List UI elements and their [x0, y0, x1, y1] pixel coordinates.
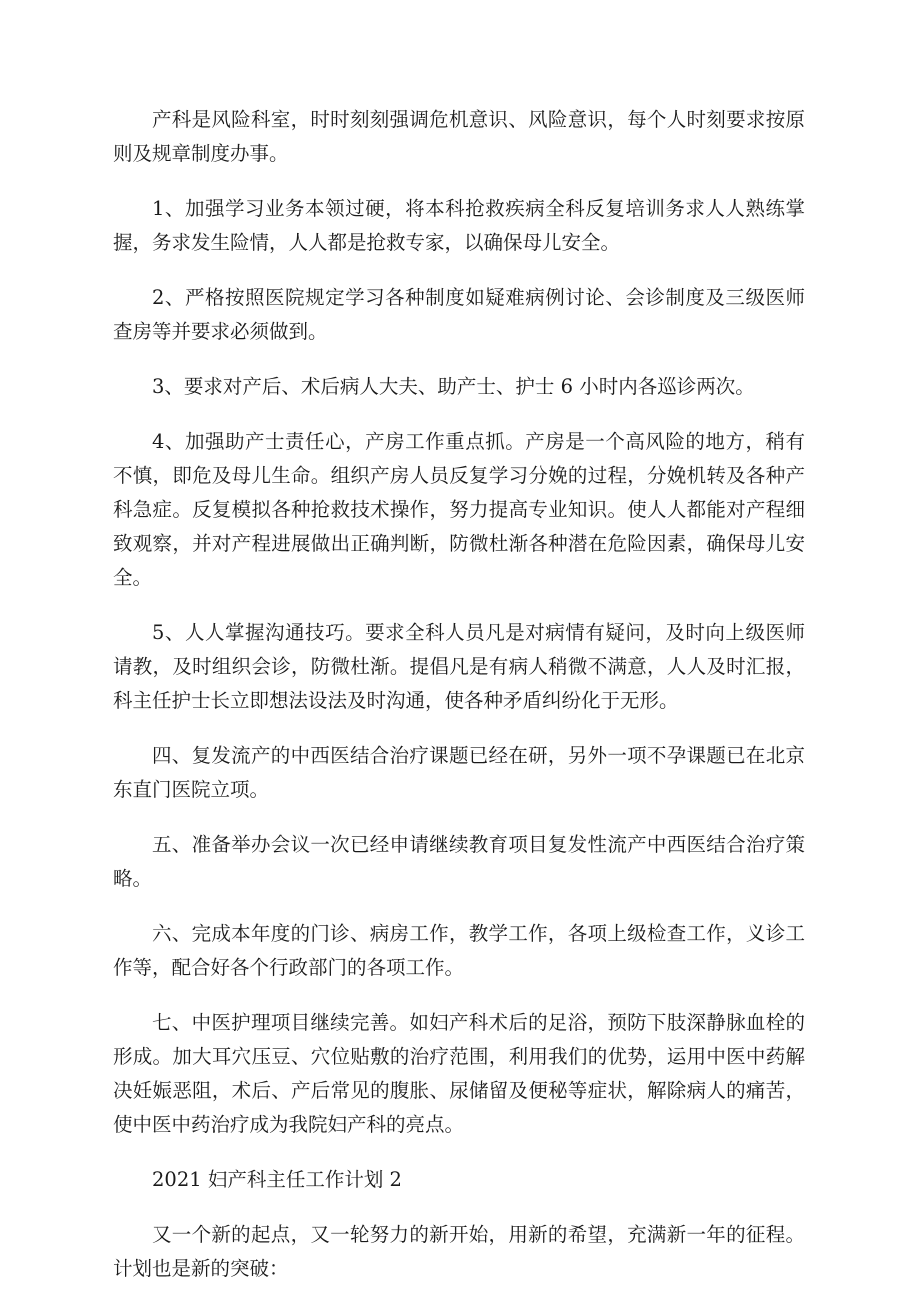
paragraph-section-6: 六、完成本年度的门诊、病房工作，教学工作，各项上级检查工作，义诊工作等，配合好各个行政部门的各项工作。	[113, 922, 805, 979]
document-body	[113, 103, 805, 1307]
paragraph-item-4: 4、加强助产士责任心，产房工作重点抓。产房是一个高风险的地方，稍有不慎，即危及母儿生命。组织产房人员反复学习分娩的过程，分娩机转及各种产科急症。反复模拟各种抢救技术操作，努力提高专业知识。使人人都能对产程细致观察，并对产程进展做出正确判断，防微杜渐各种潜在危险因素，确保母儿安全。	[113, 430, 805, 589]
paragraph-section-7: 七、中医护理项目继续完善。如妇产科术后的足浴，预防下肢深静脉血栓的形成。加大耳穴压豆、穴位贴敷的治疗范围，利用我们的优势，运用中医中药解决妊娠恶阻，术后、产后常见的腹胀、尿储留及便秘等症状，解除病人的痛苦，使中医中药治疗成为我院妇产科的亮点。	[113, 1011, 805, 1136]
section-title-plan-2: 2021 妇产科主任工作计划 2	[152, 1168, 402, 1191]
paragraph-item-1: 1、加强学习业务本领过硬，将本科抢救疾病全科反复培训务求人人熟练掌握，务求发生险情，人人都是抢救专家，以确保母儿安全。	[113, 197, 805, 254]
paragraph-new-start: 又一个新的起点，又一轮努力的新开始，用新的希望，充满新一年的征程。计划也是新的突破：	[113, 1223, 805, 1280]
paragraph-item-2: 2、严格按照医院规定学习各种制度如疑难病例讨论、会诊制度及三级医师查房等并要求必须做到。	[113, 286, 805, 343]
paragraph-item-3: 3、要求对产后、术后病人大夫、助产士、护士 6 小时内各巡诊两次。	[152, 375, 755, 398]
paragraph-item-5: 5、人人掌握沟通技巧。要求全科人员凡是对病情有疑问，及时向上级医师请教，及时组织会诊，防微杜渐。提倡凡是有病人稍微不满意，人人及时汇报，科主任护士长立即想法设法及时沟通，使各种矛盾纠纷化于无形。	[113, 621, 805, 712]
paragraph-section-5: 五、准备举办会议一次已经申请继续教育项目复发性流产中西医结合治疗策略。	[113, 833, 805, 890]
paragraph-risk-awareness: 产科是风险科室，时时刻刻强调危机意识、风险意识，每个人时刻要求按原则及规章制度办事。	[113, 108, 805, 165]
paragraph-section-4: 四、复发流产的中西医结合治疗课题已经在研，另外一项不孕课题已在北京东直门医院立项。	[113, 744, 805, 801]
